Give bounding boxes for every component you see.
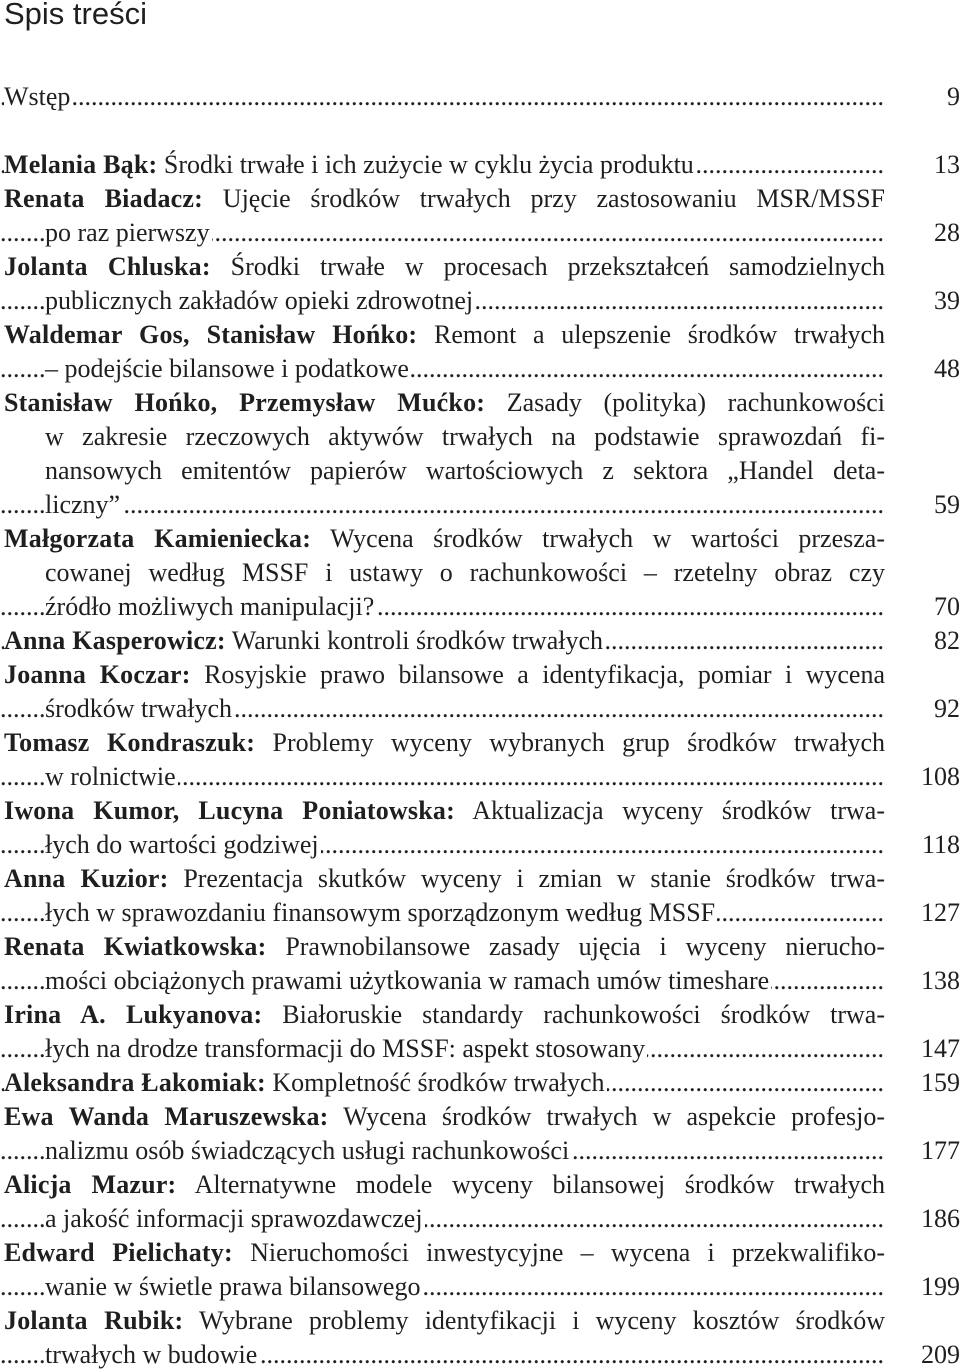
page-title: Spis treści (4, 0, 147, 31)
toc-entry-text-holder (4, 320, 885, 349)
toc-entry-text-holder (45, 490, 122, 519)
toc-entry-text-holder (4, 660, 885, 689)
toc-entry-first-line (0, 182, 885, 216)
toc-entry-text-holder (45, 1204, 425, 1233)
toc-entry-text-holder (4, 1238, 885, 1267)
toc-entry-page-number: 108 (921, 762, 960, 791)
toc-entry[interactable] (0, 998, 960, 1066)
toc-entry-title-text: Prezentacja skutków wyceny i zmian w stanie środków trwa- (168, 864, 885, 893)
toc-entry-text-holder (4, 932, 885, 961)
toc-entry-title-text: cowanej według MSSF i ustawy o rachunkowości – rzetelny obraz czy (45, 558, 885, 587)
toc-entry[interactable] (0, 80, 960, 114)
toc-entry-line (0, 488, 885, 522)
toc-entry-title-text: Prawnobilansowe zasady ujęcia i wyceny nierucho- (266, 932, 885, 961)
toc-entry-page-number: 177 (921, 1136, 960, 1165)
toc-entry-first-line (0, 658, 885, 692)
toc-entry-line (0, 1338, 885, 1372)
toc-entry-line (0, 1032, 885, 1066)
toc-entry-text-holder (45, 1136, 571, 1165)
toc-list (0, 80, 960, 1372)
toc-entry-author: Małgorzata Kamieniecka: (4, 524, 312, 553)
toc-entry-line (0, 284, 885, 318)
toc-entry[interactable] (0, 1304, 960, 1372)
toc-entry-page-number: 159 (921, 1068, 960, 1097)
toc-entry-line (0, 352, 885, 386)
toc-entry-author: Aleksandra Łakomiak: (4, 1068, 266, 1097)
toc-entry-page-number: 9 (947, 82, 960, 111)
toc-entry-page-number: 82 (934, 626, 960, 655)
toc-entry-line (0, 692, 885, 726)
toc-entry-title-text: Zasady (polityka) rachunkowości (485, 388, 885, 417)
toc-entry-author: Stanisław Hońko, Przemysław Mućko: (4, 388, 486, 417)
toc-entry-title-text: Alternatywne modele wyceny bilansowej środków trwałych (176, 1170, 885, 1199)
toc-entry-line (0, 1270, 885, 1304)
toc-entry-text-holder (45, 354, 411, 383)
toc-entry-author: Anna Kuzior: (4, 864, 169, 893)
toc-entry-author: Irina A. Lukyanova: (4, 1000, 263, 1029)
toc-entry-first-line (0, 1236, 885, 1270)
toc-entry-text-holder (45, 1272, 422, 1301)
toc-entry-page-number: 13 (934, 150, 960, 179)
toc-entry-first-line (0, 726, 885, 760)
toc-entry-page-number: 59 (934, 490, 960, 519)
toc-entry-text-holder (45, 286, 475, 315)
toc-entry-author: Jolanta Chluska: (4, 252, 211, 281)
toc-entry-page-number: 118 (921, 830, 960, 859)
toc-entry-page-number: 199 (921, 1272, 960, 1301)
toc-entry-title-text: a jakość informacji sprawozdawczej (45, 1204, 423, 1233)
toc-entry[interactable] (0, 182, 960, 250)
toc-entry-text-holder (45, 456, 885, 485)
dot-leader (0, 80, 885, 114)
toc-entry-line (0, 1134, 885, 1168)
toc-entry-text-holder (4, 1102, 885, 1131)
toc-entry-first-line (0, 862, 885, 896)
toc-entry[interactable] (0, 1236, 960, 1304)
toc-entry-line (0, 896, 885, 930)
toc-entry-title-text: łych do wartości godziwej (45, 830, 319, 859)
toc-entry-text-holder (4, 864, 885, 893)
toc-entry[interactable] (0, 862, 960, 930)
toc-entry-text-holder (45, 762, 178, 791)
toc-entry-text-holder (4, 524, 885, 553)
toc-entry-first-line (0, 80, 885, 114)
toc-entry-first-line (0, 624, 885, 658)
toc-entry-text-holder (4, 82, 72, 111)
toc-entry-author: Waldemar Gos, Stanisław Hońko: (4, 320, 418, 349)
toc-entry-page-number: 138 (921, 966, 960, 995)
toc-entry[interactable] (0, 250, 960, 318)
toc-entry-title-text: Problemy wyceny wybranych grup środków trwałych (255, 728, 885, 757)
toc-entry-line (0, 454, 885, 488)
toc-entry-title-text: wanie w świetle prawa bilansowego (45, 1272, 421, 1301)
toc-entry-title-text: Wycena środków trwałych w aspekcie profesjo- (328, 1102, 885, 1131)
toc-entry-first-line (0, 1304, 885, 1338)
dot-leader (0, 488, 885, 522)
toc-entry-author: Renata Kwiatkowska: (4, 932, 267, 961)
toc-entry-title-text: nansowych emitentów papierów wartościowych z sektora „Handel deta- (45, 456, 885, 485)
toc-entry-title-text: łych w sprawozdaniu finansowym sporządzonym według MSSF (45, 898, 716, 927)
toc-entry-title-text: Rosyjskie prawo bilansowe a identyfikacja, pomiar i wycena (190, 660, 885, 689)
toc-entry-page-number: 48 (934, 354, 960, 383)
toc-entry-title-text: Wybrane problemy identyfikacji i wyceny kosztów środków (183, 1306, 885, 1335)
toc-entry-title-text: Ujęcie środków trwałych przy zastosowaniu MSR/MSSF (203, 184, 885, 213)
toc-entry-author: Alicja Mazur: (4, 1170, 177, 1199)
toc-entry-title-text: – podejście bilansowe i podatkowe (45, 354, 409, 383)
toc-entry-text-holder (4, 1068, 607, 1097)
toc-entry-first-line (0, 386, 885, 420)
toc-entry-text-holder (4, 252, 885, 281)
toc-entry-title-text: Warunki kontroli środków trwałych (225, 626, 604, 655)
toc-entry-line (0, 828, 885, 862)
toc-entry-title-text: nalizmu osób świadczących usługi rachunkowości (45, 1136, 570, 1165)
toc-entry-text-holder (4, 1306, 885, 1335)
toc-entry-author: Anna Kasperowicz: (4, 626, 226, 655)
toc-entry-title-text: Kompletność środków trwałych (265, 1068, 605, 1097)
toc-entry[interactable] (0, 148, 960, 182)
toc-entry-title-text: środków trwałych (45, 694, 233, 723)
toc-entry-text-holder (4, 184, 885, 213)
toc-entry-line (0, 590, 885, 624)
toc-entry-author: Melania Bąk: (4, 150, 158, 179)
toc-entry-text-holder (4, 1000, 885, 1029)
toc-entry-first-line (0, 998, 885, 1032)
toc-entry-text-holder (4, 1170, 885, 1199)
toc-entry-author: Joanna Koczar: (4, 660, 191, 689)
toc-entry-first-line (0, 1168, 885, 1202)
toc-entry-author: Tomasz Kondraszuk: (4, 728, 256, 757)
toc-entry-text-holder (45, 558, 885, 587)
toc-entry-first-line (0, 148, 885, 182)
toc-entry-title-text: Aktualizacja wyceny środków trwa- (454, 796, 885, 825)
toc-entry-author: Edward Pielichaty: (4, 1238, 233, 1267)
toc-entry[interactable] (0, 386, 960, 522)
toc-entry-text-holder (45, 830, 321, 859)
toc-entry[interactable] (0, 794, 960, 862)
toc-entry-line (0, 964, 885, 998)
toc-entry[interactable] (0, 726, 960, 794)
toc-entry-line (0, 1202, 885, 1236)
toc-entry-title-text: po raz pierwszy (45, 218, 210, 247)
toc-entry-line (0, 420, 885, 454)
toc-entry-text-holder (4, 388, 885, 417)
toc-entry-first-line (0, 1066, 885, 1100)
toc-entry-title-text: w rolnictwie (45, 762, 176, 791)
toc-entry-page-number: 127 (921, 898, 960, 927)
toc-entry-title-text: trwałych w budowie (45, 1340, 258, 1369)
toc-entry[interactable] (0, 522, 960, 624)
toc-entry-title-text: liczny” (45, 490, 121, 519)
toc-entry-page-number: 209 (921, 1340, 960, 1369)
toc-entry-title-text: Remont a ulepszenie środków trwałych (417, 320, 885, 349)
toc-entry-text-holder (4, 626, 605, 655)
toc-entry-text-holder (45, 1034, 647, 1063)
toc-entry-title-text: Środki trwałe i ich zużycie w cyklu życia produktu (157, 150, 694, 179)
toc-entry[interactable] (0, 1168, 960, 1236)
toc-entry-first-line (0, 930, 885, 964)
toc-entry-page-number: 186 (921, 1204, 960, 1233)
toc-entry-line (0, 216, 885, 250)
toc-entry-first-line (0, 318, 885, 352)
toc-entry-author: Iwona Kumor, Lucyna Poniatowska: (4, 796, 455, 825)
toc-entry-author: Jolanta Rubik: (4, 1306, 184, 1335)
toc-entry-text-holder (45, 218, 212, 247)
toc-entry-author: Renata Biadacz: (4, 184, 203, 213)
toc-entry-text-holder (4, 796, 885, 825)
toc-entry[interactable] (0, 1100, 960, 1168)
toc-entry-text-holder (4, 150, 696, 179)
toc-entry-title-text: łych na drodze transformacji do MSSF: aspekt stosowany (45, 1034, 646, 1063)
toc-entry-title-text: Białoruskie standardy rachunkowości środków trwa- (262, 1000, 885, 1029)
toc-entry-text-holder (45, 966, 771, 995)
toc-entry-author: Ewa Wanda Maruszewska: (4, 1102, 329, 1131)
toc-entry-title-text: Środki trwałe w procesach przekształceń samodzielnych (210, 252, 885, 281)
toc-entry-line (0, 556, 885, 590)
toc-entry-title-text: Nieruchomości inwestycyjne – wycena i przekwalifiko- (232, 1238, 885, 1267)
toc-entry[interactable] (0, 1066, 960, 1100)
toc-entry-text-holder (45, 694, 234, 723)
toc-entry[interactable] (0, 658, 960, 726)
toc-entry-page-number: 147 (921, 1034, 960, 1063)
toc-entry[interactable] (0, 318, 960, 386)
toc-entry-title-text: w zakresie rzeczowych aktywów trwałych na podstawie sprawozdań fi- (45, 422, 885, 451)
toc-entry-text-holder (45, 592, 376, 621)
toc-entry-first-line (0, 794, 885, 828)
toc-entry-title-text: publicznych zakładów opieki zdrowotnej (45, 286, 474, 315)
toc-entry-first-line (0, 250, 885, 284)
toc-entry-page-number: 39 (934, 286, 960, 315)
toc-entry[interactable] (0, 930, 960, 998)
toc-entry-page-number: 70 (934, 592, 960, 621)
toc-entry-text-holder (45, 898, 717, 927)
toc-entry-title-text: mości obciążonych prawami użytkowania w ramach umów timeshare (45, 966, 770, 995)
toc-entry[interactable] (0, 624, 960, 658)
toc-entry-text-holder (45, 422, 885, 451)
toc-entry-page-number: 28 (934, 218, 960, 247)
toc-entry-title-text: Wycena środków trwałych w wartości przesza- (311, 524, 885, 553)
toc-entry-title-text: Wstęp (4, 82, 71, 111)
toc-entry-first-line (0, 1100, 885, 1134)
toc-entry-page-number: 92 (934, 694, 960, 723)
toc-entry-first-line (0, 522, 885, 556)
toc-entry-text-holder (4, 728, 885, 757)
toc-entry-title-text: źródło możliwych manipulacji? (45, 592, 375, 621)
toc-entry-line (0, 760, 885, 794)
